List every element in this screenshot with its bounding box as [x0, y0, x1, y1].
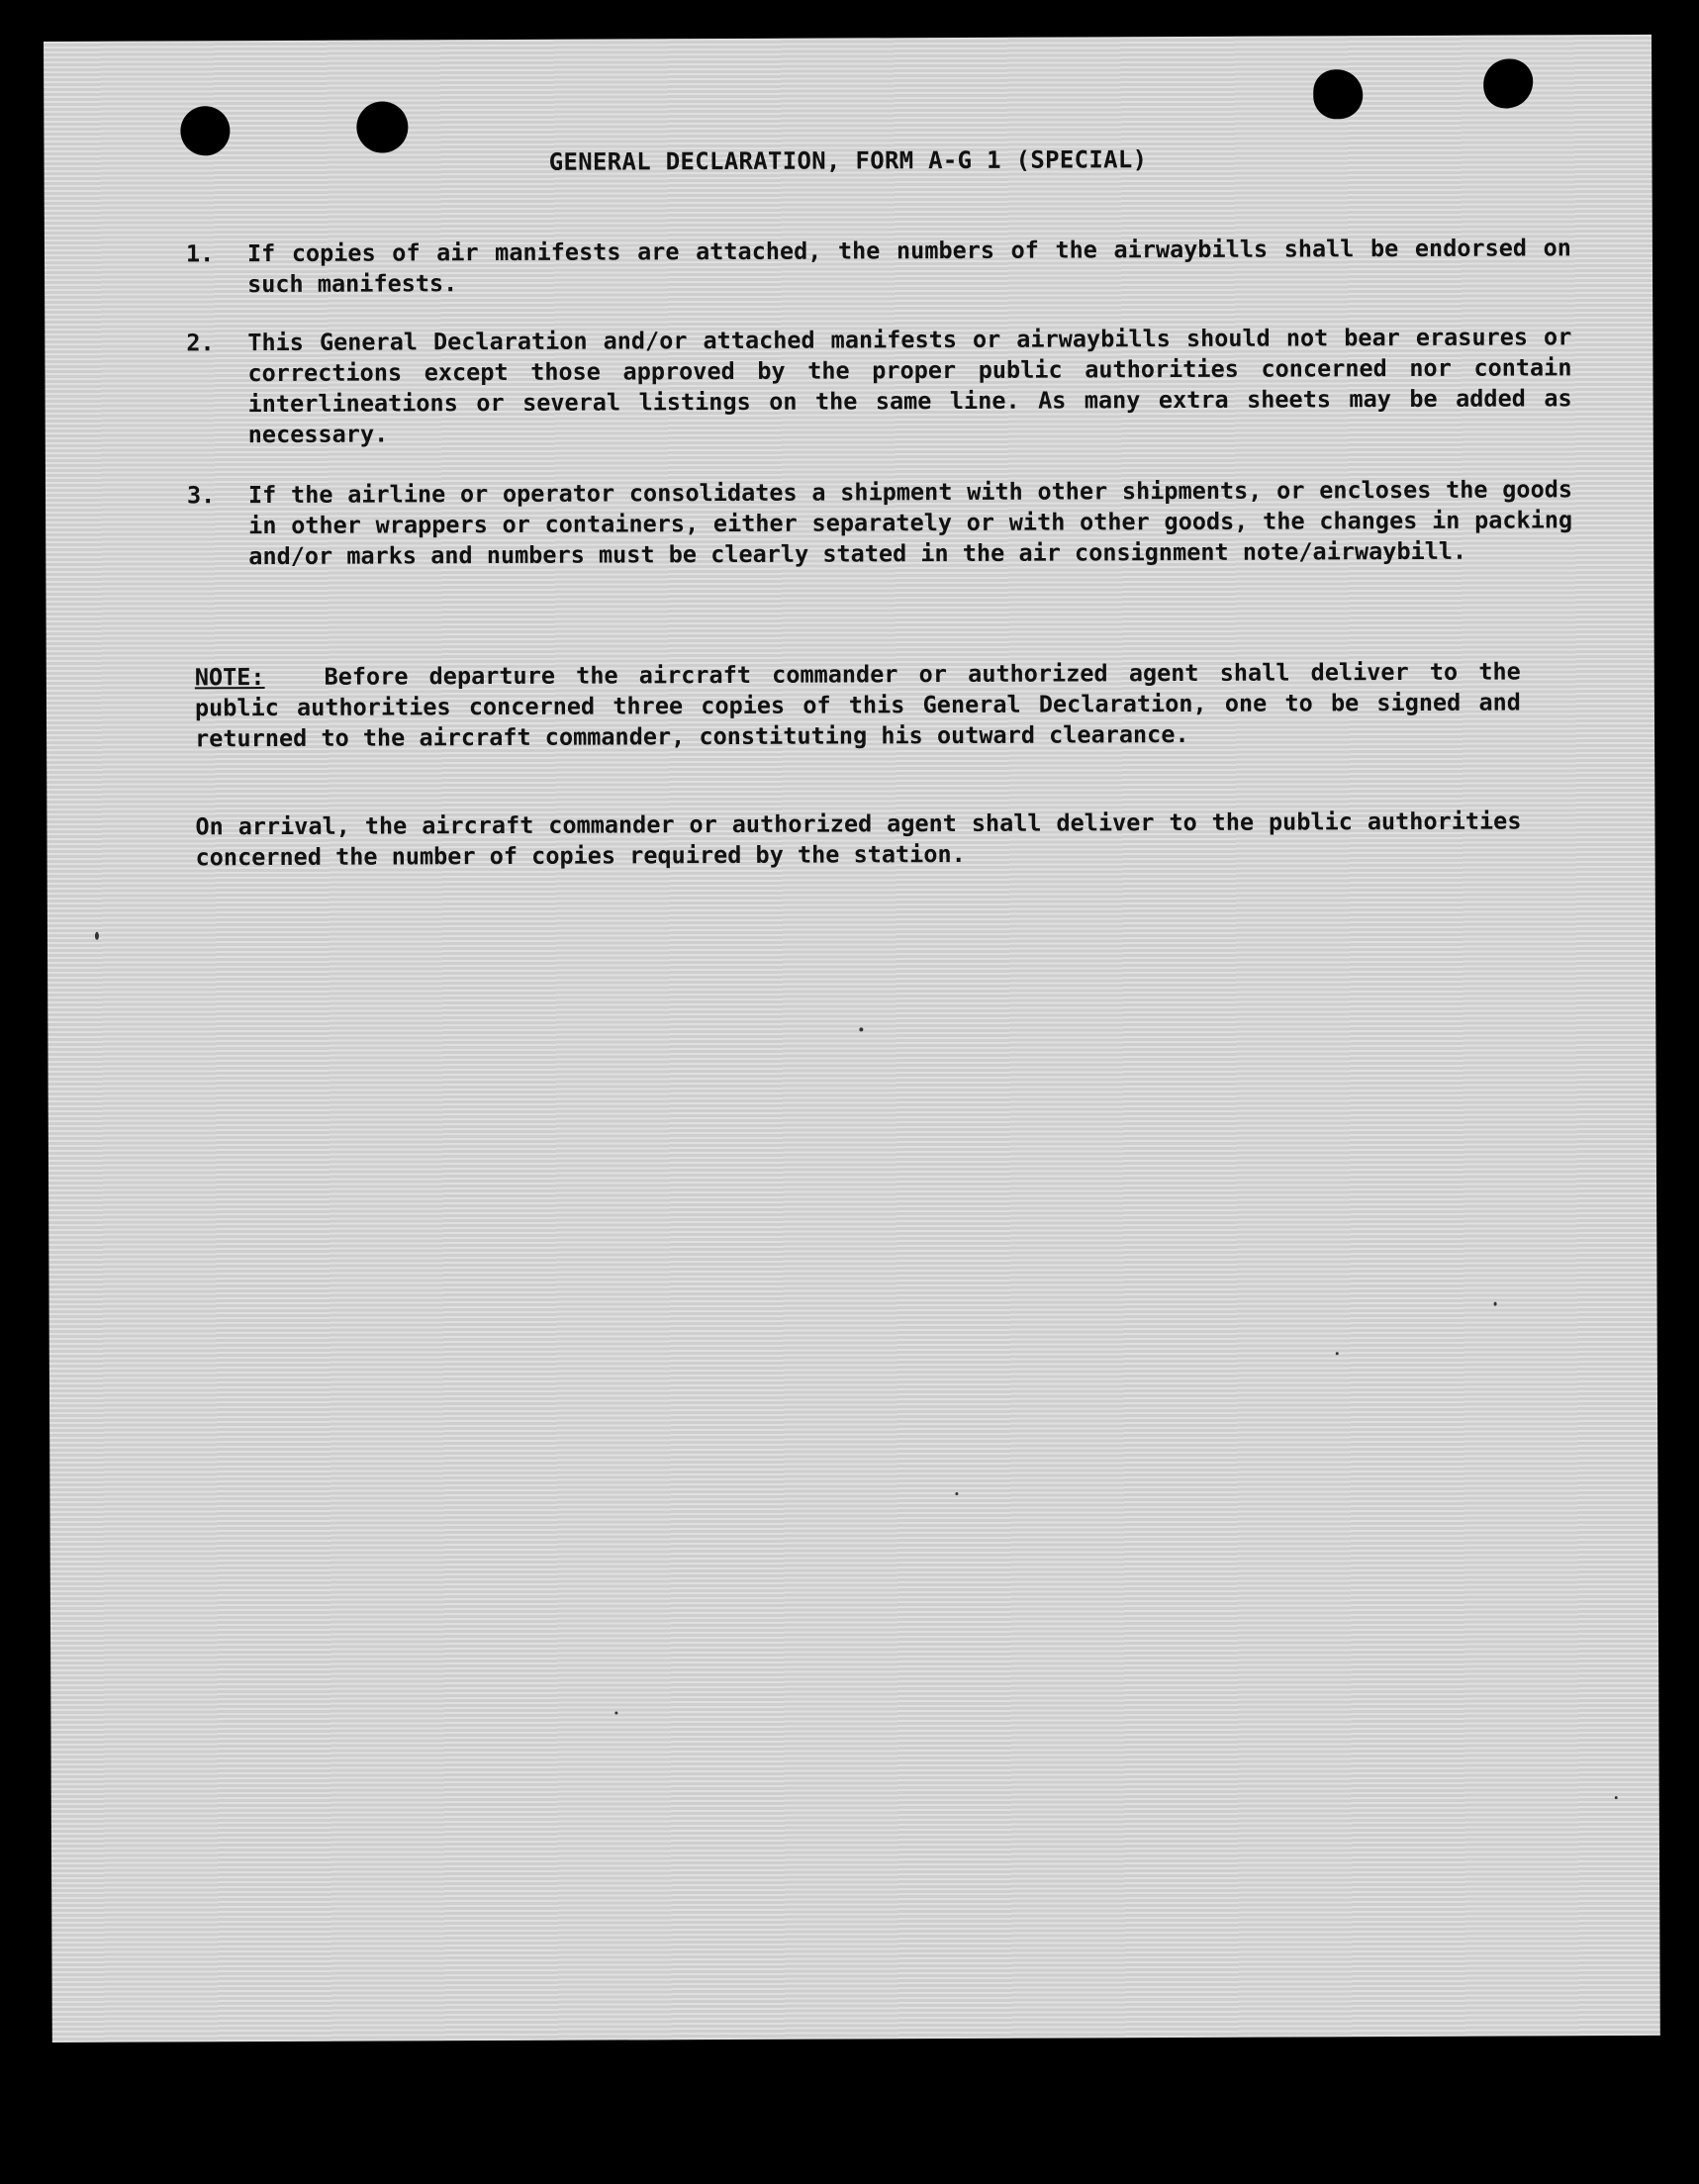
item-text: If copies of air manifests are attached, the numbers of the airwaybills shall be endorsed on such manifests.: [246, 234, 1571, 299]
punch-hole: [180, 106, 230, 155]
document-title: GENERAL DECLARATION, FORM A-G 1 (SPECIAL): [548, 145, 1148, 176]
arrival-paragraph: On arrival, the aircraft commander or authorized agent shall deliver to the public authorities concerned the number of copies required by the station.: [195, 807, 1522, 872]
scan-speck: [859, 1027, 863, 1031]
note-text: Before departure the aircraft commander or authorized agent shall deliver to the public authorities concerned three copies of this General Declaration, one to be signed and returned to the aircraft commander, constituting his outward clearance.: [194, 657, 1521, 753]
scan-speck: [1494, 1302, 1497, 1306]
scan-speck: [1336, 1352, 1339, 1355]
item-number: 1.: [185, 239, 215, 268]
note-paragraph: [195, 656, 1521, 754]
scan-speck: [955, 1492, 958, 1495]
punch-hole: [1483, 58, 1533, 108]
item-number: 2.: [186, 329, 215, 357]
instruction-item: [186, 322, 1572, 450]
item-text: If the airline or operator consolidates a shipment with other shipments, or encloses the goods in other wrappers or containers, either separately or with other goods, the changes in packing and/or marks and numbers must be clearly stated in the air consignment note/airwaybill.: [247, 475, 1573, 571]
scan-speck: [95, 932, 99, 940]
punch-hole: [356, 101, 408, 152]
punch-hole: [1313, 69, 1363, 119]
item-text: This General Declaration and/or attached manifests or airwaybills should not bear erasures or corrections except those approved by the proper public authorities concerned nor contain interlineations or several listings on the same line. As many extra sheets may be added as necessary.: [247, 323, 1572, 449]
note-label: NOTE:: [194, 663, 265, 692]
instruction-item: [186, 233, 1571, 300]
instruction-item: [187, 474, 1572, 572]
item-number: 3.: [186, 481, 216, 510]
document-page: [44, 35, 1660, 2042]
scan-speck: [1615, 1796, 1618, 1799]
scan-speck: [614, 1711, 617, 1714]
